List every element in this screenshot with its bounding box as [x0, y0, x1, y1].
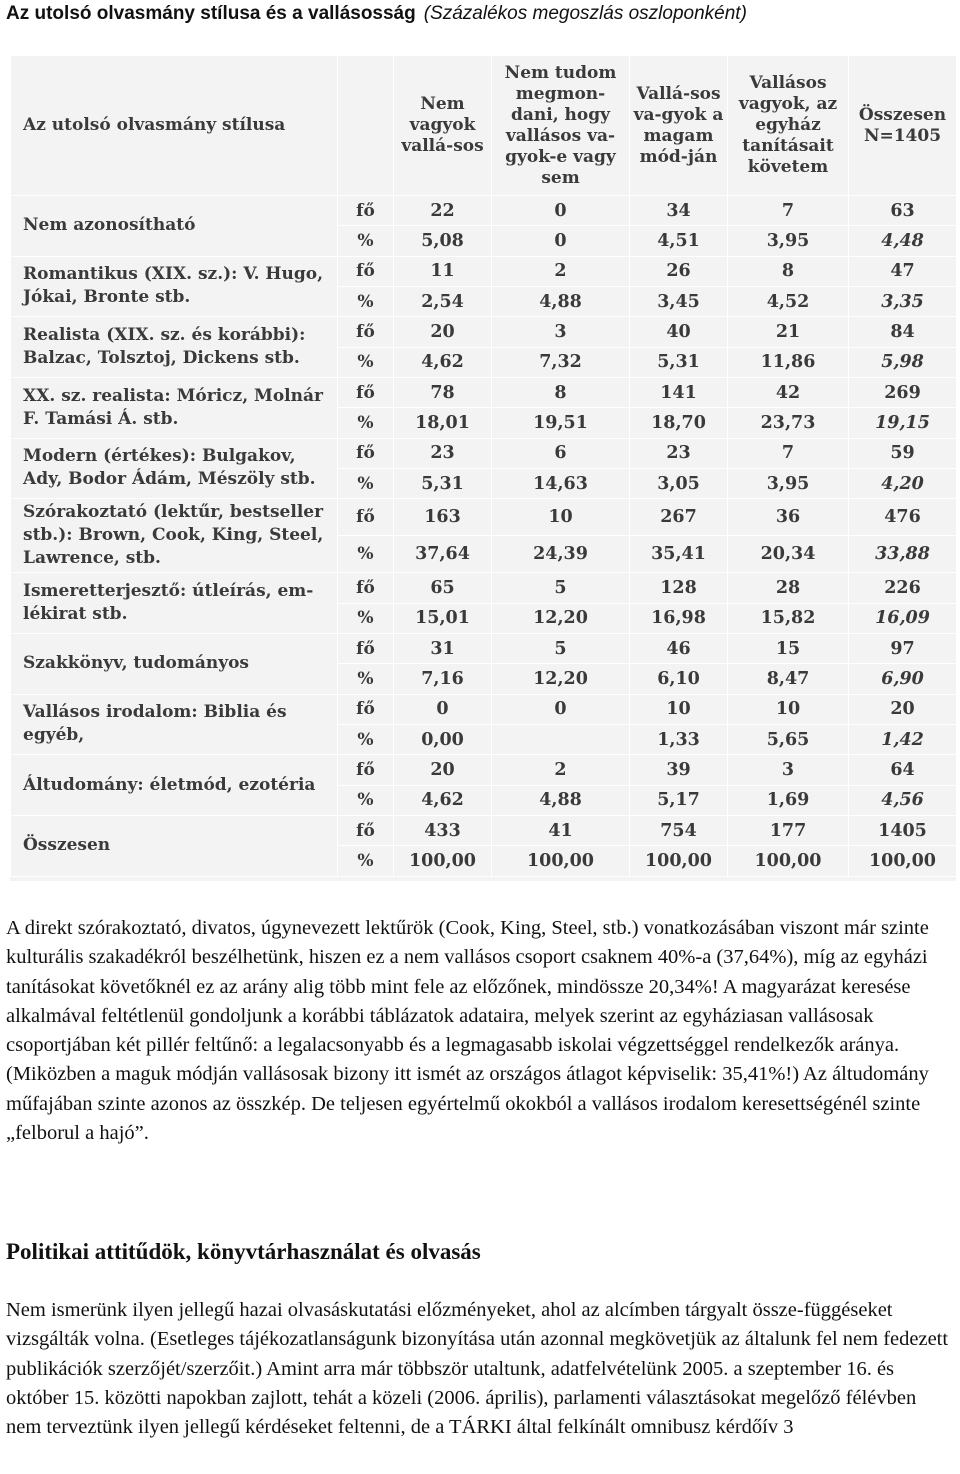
- table-cell: 22: [394, 196, 492, 226]
- table-cell: [492, 724, 630, 754]
- table-cell: 65: [394, 573, 492, 603]
- table-cell: 20,34: [728, 536, 849, 573]
- row-label: Modern (értékes): Bulgakov, Ady, Bodor Ádám, Mészöly stb.: [11, 438, 338, 499]
- table-cell: 36: [728, 499, 849, 536]
- table-row: [11, 438, 957, 468]
- table-cell: 3,95: [728, 468, 849, 498]
- table-cell: 39: [630, 755, 728, 785]
- table-cell: 59: [849, 438, 957, 468]
- table-cell: 226: [849, 573, 957, 603]
- table-cell: 3: [492, 317, 630, 347]
- table-cell: 0: [492, 196, 630, 226]
- table-cell: 7,32: [492, 347, 630, 377]
- table-cell: 0: [492, 226, 630, 256]
- caption-title: Az utolsó olvasmány stílusa és a vallásosság: [6, 3, 416, 24]
- table-cell: 1,42: [849, 724, 957, 754]
- table-cell: 4,20: [849, 468, 957, 498]
- table-body: [11, 196, 957, 877]
- table-cell: 20: [394, 317, 492, 347]
- table-cell: 33,88: [849, 536, 957, 573]
- table-cell: 6,10: [630, 664, 728, 694]
- unit-cell: %: [338, 408, 394, 438]
- unit-cell: %: [338, 846, 394, 876]
- table-cell: 34: [630, 196, 728, 226]
- row-label: Áltudomány: életmód, ezotéria: [11, 755, 338, 816]
- row-label: Ismeretterjesztő: útleírás, em-lékirat stb.: [11, 573, 338, 634]
- body-text-block-2: [6, 1296, 956, 1442]
- table-cell: 2: [492, 755, 630, 785]
- table-cell: 100,00: [630, 846, 728, 876]
- table-row: [11, 256, 957, 286]
- table-cell: 754: [630, 815, 728, 845]
- table-cell: 47: [849, 256, 957, 286]
- table-cell: 3,05: [630, 468, 728, 498]
- table-cell: 4,88: [492, 785, 630, 815]
- table-cell: 177: [728, 815, 849, 845]
- unit-cell: %: [338, 664, 394, 694]
- table-cell: 16,98: [630, 603, 728, 633]
- column-header: Nem vagyok vallá-sos: [394, 56, 492, 196]
- table-row: [11, 377, 957, 407]
- table-cell: 2: [492, 256, 630, 286]
- paragraph: (Miközben a maguk módján vallásosak bizony itt ismét az országos átlagot képviselik: 35,41%!) Az áltudomány műfajában szinte azonos az összkép. De teljesen egyértelmű okokból a vallásos irodalom keresettségénél szinte „felborul a hajó”.: [6, 1063, 929, 1145]
- row-label: Realista (XIX. sz. és korábbi): Balzac, Tolsztoj, Dickens stb.: [11, 317, 338, 378]
- table-cell: 84: [849, 317, 957, 347]
- row-label: Nem azonosítható: [11, 196, 338, 257]
- table-cell: 18,70: [630, 408, 728, 438]
- table-cell: 5,31: [630, 347, 728, 377]
- unit-cell: fő: [338, 438, 394, 468]
- table-cell: 100,00: [849, 846, 957, 876]
- unit-cell: fő: [338, 694, 394, 724]
- table-cell: 4,62: [394, 785, 492, 815]
- table-cell: 28: [728, 573, 849, 603]
- table-cell: 8: [728, 256, 849, 286]
- table-cell: 46: [630, 633, 728, 663]
- section-heading: Politikai attitűdök, könyvtárhasználat és olvasás: [6, 1239, 481, 1264]
- table-cell: 7: [728, 196, 849, 226]
- table-cell: 7: [728, 438, 849, 468]
- table-row: [11, 633, 957, 663]
- unit-cell: fő: [338, 499, 394, 536]
- table-cell: 63: [849, 196, 957, 226]
- row-label: XX. sz. realista: Móricz, Molnár F. Tamási Á. stb.: [11, 377, 338, 438]
- table-cell: 1,69: [728, 785, 849, 815]
- table-cell: 3,45: [630, 286, 728, 316]
- table-cell: 4,56: [849, 785, 957, 815]
- table-cell: 8,47: [728, 664, 849, 694]
- table-cell: 5: [492, 633, 630, 663]
- table-cell: 64: [849, 755, 957, 785]
- table-cell: 35,41: [630, 536, 728, 573]
- table-row: [11, 694, 957, 724]
- table-cell: 23,73: [728, 408, 849, 438]
- table-cell: 11,86: [728, 347, 849, 377]
- row-label: Szakkönyv, tudományos: [11, 633, 338, 694]
- table-cell: 269: [849, 377, 957, 407]
- unit-cell: %: [338, 785, 394, 815]
- column-header: Vallá-sos va-gyok a magam mód-ján: [630, 56, 728, 196]
- table-cell: 18,01: [394, 408, 492, 438]
- table-cell: 31: [394, 633, 492, 663]
- unit-cell: fő: [338, 815, 394, 845]
- table-cell: 12,20: [492, 664, 630, 694]
- table-cell: 141: [630, 377, 728, 407]
- table-cell: 4,52: [728, 286, 849, 316]
- table-cell: 15: [728, 633, 849, 663]
- table-cell: 11: [394, 256, 492, 286]
- table-cell: 20: [849, 694, 957, 724]
- table-cell: 476: [849, 499, 957, 536]
- table-cell: 4,88: [492, 286, 630, 316]
- table-cell: 100,00: [728, 846, 849, 876]
- table-cell: 5: [492, 573, 630, 603]
- table-cell: 10: [492, 499, 630, 536]
- unit-cell: %: [338, 286, 394, 316]
- table-cell: 5,98: [849, 347, 957, 377]
- table-cell: 10: [630, 694, 728, 724]
- unit-cell: %: [338, 724, 394, 754]
- table-cell: 100,00: [492, 846, 630, 876]
- row-label: Összesen: [11, 815, 338, 876]
- table-cell: 1405: [849, 815, 957, 845]
- table-cell: 5,65: [728, 724, 849, 754]
- table-row: [11, 317, 957, 347]
- table-cell: 23: [394, 438, 492, 468]
- table-cell: 8: [492, 377, 630, 407]
- table-row: [11, 573, 957, 603]
- row-label: Vallásos irodalom: Biblia és egyéb,: [11, 694, 338, 755]
- table-cell: 267: [630, 499, 728, 536]
- table-cell: 3,95: [728, 226, 849, 256]
- table-cell: 23: [630, 438, 728, 468]
- data-table-container: [10, 55, 956, 881]
- unit-cell: fő: [338, 256, 394, 286]
- table-cell: 0: [492, 694, 630, 724]
- column-header: Összesen N=1405: [849, 56, 957, 196]
- table-cell: 4,62: [394, 347, 492, 377]
- unit-cell: %: [338, 226, 394, 256]
- table-cell: 97: [849, 633, 957, 663]
- table-cell: 14,63: [492, 468, 630, 498]
- table-cell: 100,00: [394, 846, 492, 876]
- table-cell: 0,00: [394, 724, 492, 754]
- row-label: Szórakoztató (lektűr, bestseller stb.): Brown, Cook, King, Steel, Lawrence, stb.: [11, 499, 338, 573]
- data-table: [10, 55, 957, 877]
- table-cell: 41: [492, 815, 630, 845]
- unit-header: [338, 56, 394, 196]
- unit-cell: fő: [338, 573, 394, 603]
- row-label: Romantikus (XIX. sz.): V. Hugo, Jókai, Bronte stb.: [11, 256, 338, 317]
- table-cell: 20: [394, 755, 492, 785]
- table-cell: 12,20: [492, 603, 630, 633]
- table-cell: 128: [630, 573, 728, 603]
- table-cell: 3,35: [849, 286, 957, 316]
- unit-cell: fő: [338, 755, 394, 785]
- unit-cell: fő: [338, 377, 394, 407]
- table-cell: 7,16: [394, 664, 492, 694]
- table-cell: 3: [728, 755, 849, 785]
- table-cell: 5,08: [394, 226, 492, 256]
- table-row: [11, 196, 957, 226]
- table-cell: 24,39: [492, 536, 630, 573]
- unit-cell: fő: [338, 317, 394, 347]
- table-cell: 15,01: [394, 603, 492, 633]
- paragraph: A direkt szórakoztató, divatos, úgynevezett lektűrök (Cook, King, Steel, stb.) vonatkozásában viszont már szinte kulturális szakadékról beszélhetünk, hiszen ez a nem vallásos csoport csaknem 40%-a (37,64%), míg az egyházi tanításokat követőknél ez az arány alig több mint fele az előzőnek, mindössze 20,34%! A magyarázat keresése alkalmával feltétlenül gondoljunk a korábbi táblázatok adataira, melyek szerint az egyháziasan vallásosak csoportjában két pillér feltűnő: a legalacsonyabb és a legmagasabb iskolai végzettséggel rendelkezők aránya.: [6, 917, 929, 1057]
- table-cell: 163: [394, 499, 492, 536]
- table-cell: 26: [630, 256, 728, 286]
- unit-cell: %: [338, 603, 394, 633]
- table-cell: 5,17: [630, 785, 728, 815]
- table-cell: 6,90: [849, 664, 957, 694]
- paragraph: Nem ismerünk ilyen jellegű hazai olvasáskutatási előzményeket, ahol az alcímben tárgyalt össze-függéseket vizsgálták volna. (Esetleges tájékozatlanságunk bizonyítása után azonnal megkövetjük az általunk fel nem fedezett publikációk szerzőjét/szerzőit.) Amint arra már többször utaltunk, adatfelvételünk 2005. a szeptember 16. és október 15. közötti napokban zajlott, tehát a közeli (2006. április), parlamenti választásokat megelőző félévben nem terveztünk ilyen jellegű kérdéseket feltenni, de a TÁRKI által felkínált omnibusz kérdőív 3: [6, 1299, 949, 1439]
- table-cell: 5,31: [394, 468, 492, 498]
- unit-cell: %: [338, 468, 394, 498]
- column-header: Vallásos vagyok, az egyház tanításait követem: [728, 56, 849, 196]
- table-cell: 37,64: [394, 536, 492, 573]
- body-text-block-1: [6, 914, 956, 1148]
- table-cell: 4,48: [849, 226, 957, 256]
- unit-cell: %: [338, 347, 394, 377]
- table-cell: 21: [728, 317, 849, 347]
- table-cell: 42: [728, 377, 849, 407]
- unit-cell: fő: [338, 633, 394, 663]
- unit-cell: %: [338, 536, 394, 573]
- table-cell: 10: [728, 694, 849, 724]
- table-cell: 19,15: [849, 408, 957, 438]
- table-cell: 4,51: [630, 226, 728, 256]
- table-cell: 0: [394, 694, 492, 724]
- table-cell: 78: [394, 377, 492, 407]
- table-row: [11, 755, 957, 785]
- table-row: [11, 499, 957, 536]
- table-cell: 40: [630, 317, 728, 347]
- table-caption: [6, 2, 956, 26]
- table-title: Az utolsó olvasmány stílusa: [11, 56, 338, 196]
- table-row: [11, 815, 957, 845]
- table-cell: 16,09: [849, 603, 957, 633]
- unit-cell: fő: [338, 196, 394, 226]
- table-cell: 1,33: [630, 724, 728, 754]
- table-cell: 15,82: [728, 603, 849, 633]
- table-cell: 433: [394, 815, 492, 845]
- table-cell: 19,51: [492, 408, 630, 438]
- table-cell: 2,54: [394, 286, 492, 316]
- table-header-row: [11, 56, 957, 196]
- table-cell: 6: [492, 438, 630, 468]
- caption-subtitle: (Százalékos megoszlás oszloponként): [423, 3, 747, 24]
- column-header: Nem tudom megmon-dani, hogy vallásos va-gyok-e vagy sem: [492, 56, 630, 196]
